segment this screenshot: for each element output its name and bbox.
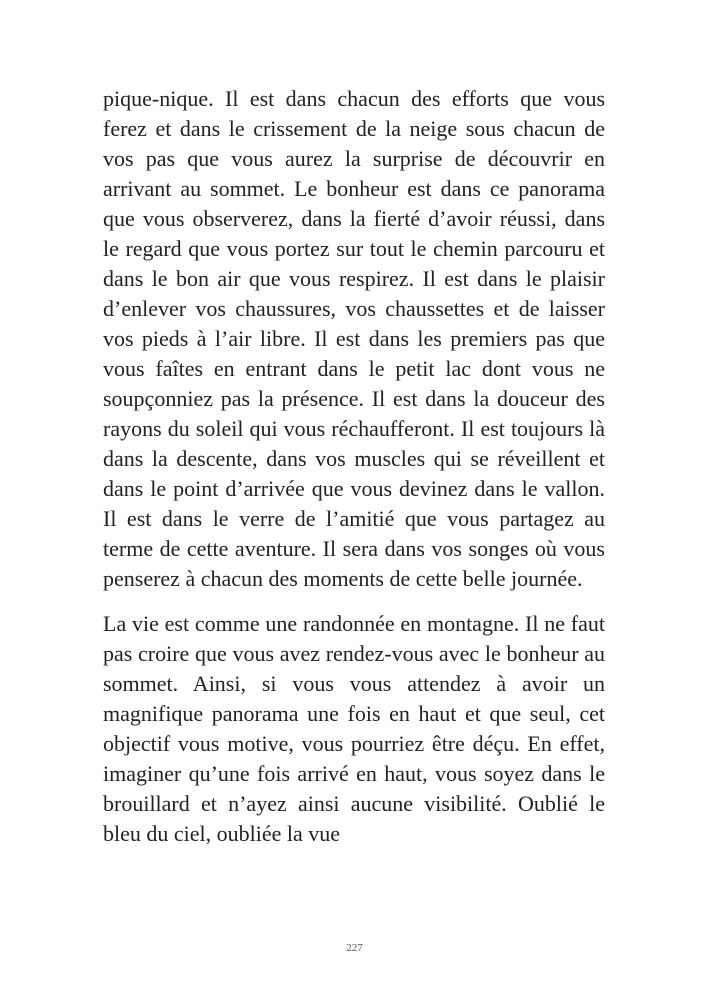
paragraph-2: La vie est comme une randonnée en montagne. Il ne faut pas croire que vous avez rendez-vous avec le bonheur au sommet. Ainsi, si vous vous attendez à avoir un magnifique panorama une fois en haut et que seul, cet objectif vous motive, vous pourriez être déçu. En effet, imaginer qu’une fois arrivé en haut, vous soyez dans le brouillard et n’ayez ainsi aucune visibilité. Oublié le bleu du ciel, oubliée la vue bbox=[103, 611, 605, 846]
page-body bbox=[103, 84, 605, 849]
paragraph-1: pique-nique. Il est dans chacun des efforts que vous ferez et dans le crissement de la neige sous chacun de vos pas que vous aurez la surprise de découvrir en arrivant au sommet. Le bonheur est dans ce panorama que vous observerez, dans la fierté d’avoir réussi, dans le regard que vous portez sur tout le chemin parcouru et dans le bon air que vous respirez. Il est dans le plaisir d’enlever vos chaussures, vos chaussettes et de laisser vos pieds à l’air libre. Il est dans les premiers pas que vous faîtes en entrant dans le petit lac dont vous ne soupçonniez pas la présence. Il est dans la douceur des rayons du soleil qui vous réchaufferont. Il est toujours là dans la descente, dans vos muscles qui se réveillent et dans le point d’arrivée que vous devinez dans le vallon. Il est dans le verre de l’amitié que vous partagez au terme de cette aventure. Il sera dans vos songes où vous penserez à chacun des moments de cette belle journée. bbox=[103, 86, 605, 591]
page-number: 227 bbox=[346, 942, 363, 954]
